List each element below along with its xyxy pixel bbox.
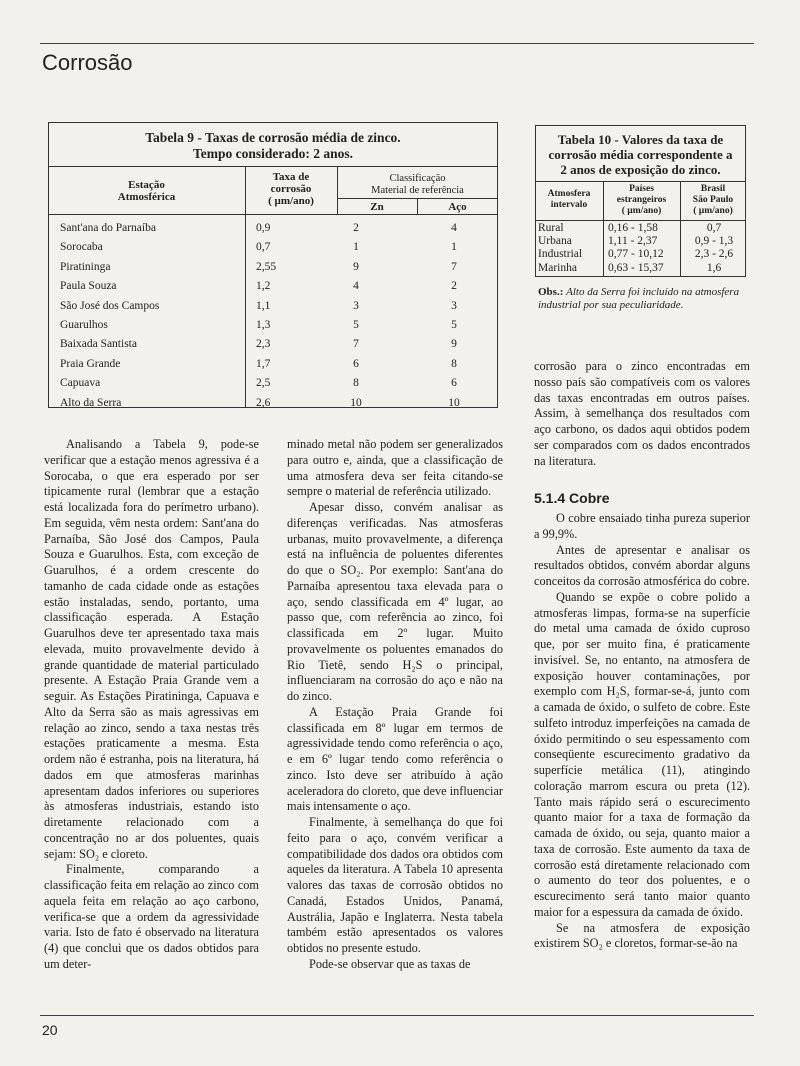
table-row	[60, 222, 490, 241]
table-cell-brazil: 2,3 - 2,6	[694, 248, 734, 261]
table-cell-zn: 5	[353, 319, 359, 331]
table-cell-aco: 1	[451, 241, 457, 254]
table-10-header-text: estrangeiros	[616, 195, 667, 205]
table-9-header-rate	[245, 171, 337, 207]
table-cell-zn: 8	[353, 377, 359, 390]
table-cell-zn: 10	[350, 396, 362, 409]
table-cell-rate: 2,3	[256, 338, 271, 351]
header-rule	[40, 43, 754, 44]
table-9-header-text: ( µm/ano)	[268, 195, 314, 207]
section-heading: 5.1.4 Cobre	[534, 490, 610, 506]
table-cell-zn: 1	[353, 241, 359, 254]
table-cell-rate: 0,9	[256, 222, 271, 234]
table-9-rule	[48, 166, 498, 167]
table-9-caption-line: Tempo considerado: 2 anos.	[192, 146, 354, 161]
table-cell-station: Guarulhos	[60, 319, 108, 331]
table-cell-foreign: 0,16 - 1,58	[608, 222, 658, 234]
table-10-caption-line: 2 anos de exposição do zinco.	[560, 162, 721, 177]
table-10-note-label: Obs.:	[538, 286, 564, 298]
table-9-header-text: Atmosférica	[117, 191, 176, 203]
table-10-rule	[535, 181, 746, 182]
paragraph: Apesar disso, convém analisar as diferenças verificadas. Nas atmosferas urbanas, muito provavelmente, a diferença está na influência de poluentes diferentes do que o SO₂. Por exemplo: Sant'ana do Parnaíba apresentou taxa elevada para o aço, sendo classificada em 4º lugar, ao passo que, com referência ao zinco, foi classificada em 2º lugar. Muito provavelmente os poluentes emanados do Rio Tietê, sendo H₂S o principal, influenciaram na corrosão do aço e não na do zinco.	[287, 500, 503, 703]
paragraph: Se na atmosfera de exposição existirem SO₂ e cloretos, formar-se-ão na	[534, 920, 750, 951]
table-cell-aco: 5	[451, 319, 457, 331]
table-cell-rate: 2,6	[256, 396, 271, 409]
table-cell-station: Sant'ana do Parnaíba	[60, 222, 156, 234]
table-cell-station: Baixada Santista	[60, 338, 137, 351]
table-cell-zn: 6	[353, 357, 359, 370]
table-cell-rate: 2,5	[256, 377, 271, 390]
table-10-header-text: Brasil	[700, 184, 726, 194]
table-10-header-brazil	[680, 184, 746, 217]
table-10-header-atm	[535, 189, 603, 211]
text-column-right-top	[534, 359, 750, 469]
table-cell-aco: 7	[451, 260, 457, 273]
table-row	[538, 262, 743, 275]
table-cell-brazil: 0,9 - 1,3	[694, 235, 734, 248]
table-10-header-text: Atmosfera	[547, 189, 591, 199]
table-row	[60, 338, 490, 357]
table-row	[538, 235, 743, 248]
table-cell-aco: 3	[451, 299, 457, 312]
text-column-middle	[287, 437, 503, 973]
paragraph: Quando se expõe o cobre polido a atmosferas limpas, forma-se na superfície do metal uma camada de óxido cuproso que, por ser muito fina, é praticamente invisível. Se, no entanto, na atmosfera de exposição houver contaminações, por exemplo com H₂S, formar-se-á, junto com a camada de óxido, o sulfeto de cobre. Este sulfeto introduz imperfeições na camada de óxido permitindo o seu espessamento com conseqüente escurecimento gradativo da superfície metálica (11), atingindo coloração marrom escura ou preta (12). Tanto mais rápido será o escurecimento quanto maior for a taxa de formação da camada de óxido, ou seja, quanto maior a taxa de corrosão. Este aumento da taxa de corrosão está diretamente relacionado com o aumento do teor dos poluentes, e o escurecimento será tanto maior quanto maior for a espessura da camada de óxido.	[534, 589, 750, 919]
table-cell-station: Sorocaba	[60, 241, 103, 254]
table-10-header-text: Países	[629, 184, 654, 194]
table-cell-atm: Urbana	[538, 235, 572, 248]
table-row	[60, 300, 490, 319]
footer-rule	[40, 1015, 754, 1016]
table-cell-rate: 1,2	[256, 280, 271, 293]
paragraph: minado metal não podem ser generalizados para outro e, ainda, que a classificação de uma atmosfera deva ser feita citando-se sempre o material de referência utilizado.	[287, 437, 503, 499]
table-cell-aco: 9	[451, 338, 457, 351]
table-cell-brazil: 0,7	[706, 222, 722, 234]
table-10-caption-line: corrosão média correspondente a	[548, 147, 733, 162]
table-cell-atm: Rural	[538, 222, 564, 234]
table-9-header-classification	[337, 173, 498, 197]
table-cell-zn: 4	[353, 280, 359, 293]
table-10-rule	[535, 220, 746, 221]
table-cell-aco: 10	[448, 396, 460, 409]
table-9-header-text: corrosão	[270, 183, 312, 195]
table-10-header-text: ( µm/ano)	[621, 206, 662, 216]
table-row	[60, 241, 490, 260]
table-cell-station: Capuava	[60, 377, 101, 390]
table-9-header-text: Classificação	[389, 173, 446, 184]
paragraph: Analisando a Tabela 9, pode-se verificar que a estação menos agressiva é a Sorocaba, o que era esperado por ser tipicamente rural (lembrar que a estação está localizada fora do perímetro urbano). Em seguida, vêm nesta ordem: Sant'ana do Parnaíba, São José dos Campos, Paula Souza e Guarulhos. Esta, com exceção de Guarulhos, é a ordem crescente do tamanho de cada cidade onde as estações estão instaladas, sendo, portanto, uma classificação esperada. A Estação Guarulhos deve ter apresentado taxa mais elevada, muito provavelmente devido à grande quantidade de material particulado presente. A Estação Praia Grande vem a seguir. As Estações Piratininga, Capuava e Alto da Serra são as mais agressivas em relação ao zinco, sendo a taxa nestas três estações praticamente a mesma. Esta ordem não é estranha, pois na literatura, há dados em que atmosferas marinhas apresentam dados inferiores ou superiores às atmosferas industriais, estando isto diretamente relacionado com a concentração no ar dos poluentes, quais sejam: SO₂ e cloreto.	[44, 437, 259, 861]
table-cell-zn: 9	[353, 260, 359, 273]
table-cell-rate: 2,55	[256, 260, 277, 273]
table-cell-atm: Marinha	[538, 261, 577, 274]
paragraph: O cobre ensaiado tinha pureza superior a 99,9%.	[534, 511, 750, 541]
table-cell-station: Alto da Serra	[60, 396, 122, 409]
table-cell-zn: 3	[353, 299, 359, 312]
table-row	[60, 319, 490, 338]
table-10-header-text: ( µm/ano)	[693, 206, 733, 216]
table-row	[538, 222, 743, 235]
table-10-header-text: São Paulo	[692, 195, 734, 205]
table-9-header-text: Material de referência	[371, 185, 464, 196]
table-10-caption-line: Tabela 10 - Valores da taxa de	[557, 132, 724, 147]
table-cell-rate: 0,7	[256, 241, 271, 254]
table-row	[538, 248, 743, 261]
table-cell-foreign: 0,63 - 15,37	[608, 261, 664, 274]
table-9-caption-line: Tabela 9 - Taxas de corrosão média de zinco.	[145, 130, 401, 145]
table-9-caption	[48, 130, 498, 162]
paragraph: Pode-se observar que as taxas de	[309, 956, 471, 971]
table-9-header-station	[48, 179, 245, 203]
table-row	[60, 377, 490, 396]
table-cell-aco: 4	[451, 222, 457, 234]
table-cell-rate: 1,7	[256, 357, 271, 370]
page-number: 20	[42, 1022, 58, 1038]
table-9-rule	[48, 214, 498, 215]
table-cell-station: Paula Souza	[60, 280, 117, 293]
table-cell-station: São José dos Campos	[60, 299, 160, 312]
table-row	[60, 280, 490, 299]
table-cell-atm: Industrial	[538, 248, 583, 261]
table-cell-brazil: 1,6	[706, 261, 722, 274]
table-10-header-text: intervalo	[550, 200, 588, 210]
table-cell-aco: 8	[451, 357, 457, 370]
table-cell-zn: 7	[353, 338, 359, 351]
paragraph: Antes de apresentar e analisar os resultados obtidos, convém abordar alguns conceitos da corrosão atmosférica do cobre.	[534, 542, 750, 588]
table-row	[60, 397, 490, 416]
paragraph: Finalmente, comparando a classificação feita em relação ao zinco com aquela feita em relação ao aço carbono, verifica-se que a ordem da agressividade varia. Isto de fato é observado na literatura (4) que conclui que os dados obtidos para um deter-	[44, 862, 259, 971]
table-9-header-aco: Aço	[448, 201, 467, 213]
table-cell-foreign: 0,77 - 10,12	[608, 248, 664, 261]
table-cell-foreign: 1,11 - 2,37	[608, 235, 658, 248]
table-row	[60, 261, 490, 280]
table-10-note-text: Alto da Serra foi incluído na atmosfera industrial por sua peculiaridade.	[538, 286, 740, 311]
table-cell-zn: 2	[353, 222, 359, 234]
table-cell-rate: 1,1	[256, 299, 271, 312]
paragraph: A Estação Praia Grande foi classificada em 8º lugar em termos de agressividade tendo como referência o aço, e em 6º lugar tendo como referência o zinco. Isto deve ser atribuído à ação aceleradora do cloreto, que deve influenciar mais intensamente o aço.	[287, 704, 503, 814]
table-9-header-zn: Zn	[370, 201, 384, 213]
table-cell-rate: 1,3	[256, 319, 271, 331]
table-cell-aco: 6	[451, 377, 457, 390]
table-9-header-text: Taxa de	[272, 171, 310, 183]
table-10-header-foreign	[603, 184, 680, 217]
table-10-caption	[535, 132, 746, 177]
table-cell-station: Praia Grande	[60, 357, 121, 370]
table-cell-aco: 2	[451, 280, 457, 293]
table-row	[60, 358, 490, 377]
table-cell-station: Piratininga	[60, 260, 111, 273]
paragraph: Finalmente, à semelhança do que foi feito para o aço, convém verificar a compatibilidade dos dados ora obtidos com aqueles da literatura. A Tabela 10 apresenta valores das taxas de corrosão obtidos no Canadá, Estados Unidos, Panamá, Austrália, Japão e Inglaterra. Nesta tabela também estão apresentados os valores obtidos no presente estudo.	[287, 815, 503, 955]
text-column-right	[534, 511, 750, 952]
table-10-note	[538, 286, 752, 312]
text-column-left	[44, 437, 259, 973]
paragraph: corrosão para o zinco encontradas em nosso país são compatíveis com os valores das taxas encontradas em outros países. Assim, à semelhança dos resultados com aço carbono, os dados aqui obtidos podem ser comparados com os dados encontrados na literatura.	[534, 359, 750, 468]
running-title: Corrosão	[42, 50, 133, 75]
table-9-header-text: Estação	[128, 179, 165, 191]
